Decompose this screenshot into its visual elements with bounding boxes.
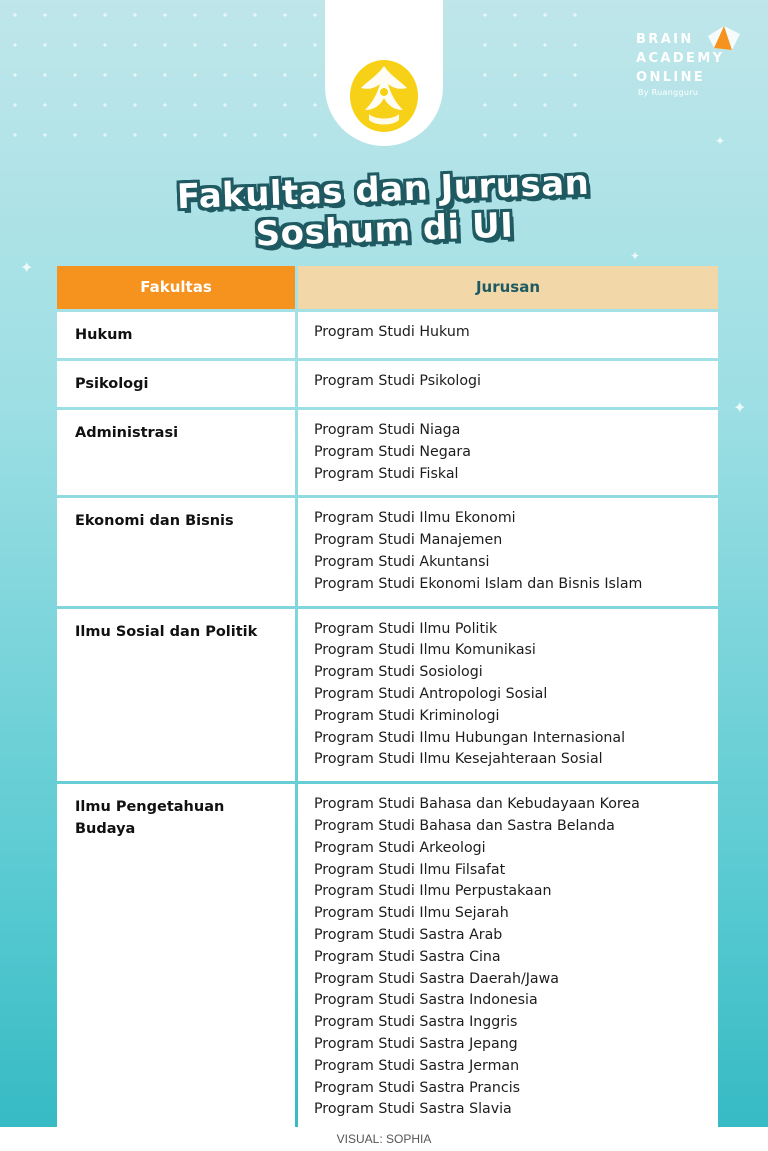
jurusan-item: Program Studi Kriminologi <box>314 707 500 724</box>
jurusan-item: Program Studi Manajemen <box>314 532 503 549</box>
header-fakultas: Fakultas <box>57 266 295 309</box>
jurusan-cell <box>298 784 718 1131</box>
brand-mark-icon <box>706 24 742 52</box>
table-row <box>57 609 718 782</box>
fakultas-cell: Ilmu Pengetahuan Budaya <box>57 784 295 1131</box>
header-jurusan: Jurusan <box>298 266 718 309</box>
visual-credit: VISUAL: SOPHIA <box>0 1127 768 1151</box>
jurusan-item: Program Studi Ilmu Sejarah <box>314 905 509 922</box>
brand-byline: By Ruangguru <box>638 88 699 97</box>
jurusan-item: Program Studi Niaga <box>314 422 461 438</box>
jurusan-cell <box>298 498 718 605</box>
fakultas-cell: Ilmu Sosial dan Politik <box>57 609 295 782</box>
jurusan-item: Program Studi Sastra Indonesia <box>314 992 538 1009</box>
fakultas-cell: Hukum <box>57 312 295 358</box>
jurusan-item: Program Studi Ilmu Hubungan Internasional <box>314 729 626 746</box>
sparkle-icon: ✦ <box>733 398 747 417</box>
fakultas-cell: Psikologi <box>57 361 295 407</box>
jurusan-item: Program Studi Ekonomi Islam dan Bisnis Islam <box>314 575 643 592</box>
jurusan-item: Program Studi Ilmu Komunikasi <box>314 642 536 659</box>
brand-line-2: ACADEMY <box>636 51 725 66</box>
jurusan-item: Program Studi Antropologi Sosial <box>314 685 548 702</box>
table-row <box>57 498 718 605</box>
sparkle-icon: ✦ <box>715 134 726 148</box>
brand-line-1: BRAIN <box>636 32 694 47</box>
jurusan-item: Program Studi Ilmu Filsafat <box>314 861 506 878</box>
brand-logo <box>636 30 746 97</box>
jurusan-cell <box>298 609 718 782</box>
jurusan-cell <box>298 312 718 358</box>
jurusan-cell <box>298 361 718 407</box>
jurusan-item: Program Studi Sastra Jerman <box>314 1057 520 1074</box>
jurusan-item: Program Studi Psikologi <box>314 373 481 389</box>
university-logo-tab <box>325 0 443 146</box>
jurusan-item: Program Studi Fiskal <box>314 465 459 482</box>
table-body <box>57 312 718 1131</box>
table-row <box>57 312 718 358</box>
table-row <box>57 361 718 407</box>
jurusan-cell <box>298 410 718 495</box>
jurusan-item: Program Studi Arkeologi <box>314 839 486 856</box>
jurusan-item: Program Studi Negara <box>314 443 471 460</box>
jurusan-item: Program Studi Sastra Arab <box>314 926 503 943</box>
table-header <box>57 266 718 309</box>
sparkle-icon: ✦ <box>630 249 641 263</box>
sparkle-icon: ✦ <box>20 258 34 277</box>
makara-logo-icon <box>347 58 421 134</box>
jurusan-item: Program Studi Sastra Jepang <box>314 1035 518 1052</box>
dot-pattern <box>0 0 330 150</box>
jurusan-item: Program Studi Hukum <box>314 324 470 340</box>
fakultas-cell: Ekonomi dan Bisnis <box>57 498 295 605</box>
jurusan-item: Program Studi Ilmu Kesejahteraan Sosial <box>314 751 603 768</box>
table-row <box>57 410 718 495</box>
title-line-2: Soshum di UI <box>254 205 515 255</box>
jurusan-item: Program Studi Ilmu Perpustakaan <box>314 883 552 900</box>
jurusan-item: Program Studi Sastra Cina <box>314 948 501 965</box>
jurusan-item: Program Studi Sastra Prancis <box>314 1079 521 1096</box>
brand-line-3: ONLINE <box>636 70 706 85</box>
jurusan-item: Program Studi Sastra Slavia <box>314 1101 512 1118</box>
jurusan-item: Program Studi Ilmu Ekonomi <box>314 510 516 527</box>
dot-pattern <box>470 0 600 150</box>
jurusan-item: Program Studi Sastra Daerah/Jawa <box>314 970 559 987</box>
jurusan-item: Program Studi Sastra Inggris <box>314 1014 518 1031</box>
jurusan-item: Program Studi Akuntansi <box>314 553 490 570</box>
faculty-table <box>57 266 718 1134</box>
jurusan-item: Program Studi Ilmu Politik <box>314 620 498 637</box>
title-line-1: Fakultas dan Jurusan <box>176 162 590 218</box>
table-row <box>57 784 718 1131</box>
page-title <box>0 157 768 277</box>
jurusan-item: Program Studi Sosiologi <box>314 664 483 681</box>
fakultas-cell: Administrasi <box>57 410 295 495</box>
jurusan-item: Program Studi Bahasa dan Kebudayaan Korea <box>314 796 640 813</box>
jurusan-item: Program Studi Bahasa dan Sastra Belanda <box>314 817 615 834</box>
